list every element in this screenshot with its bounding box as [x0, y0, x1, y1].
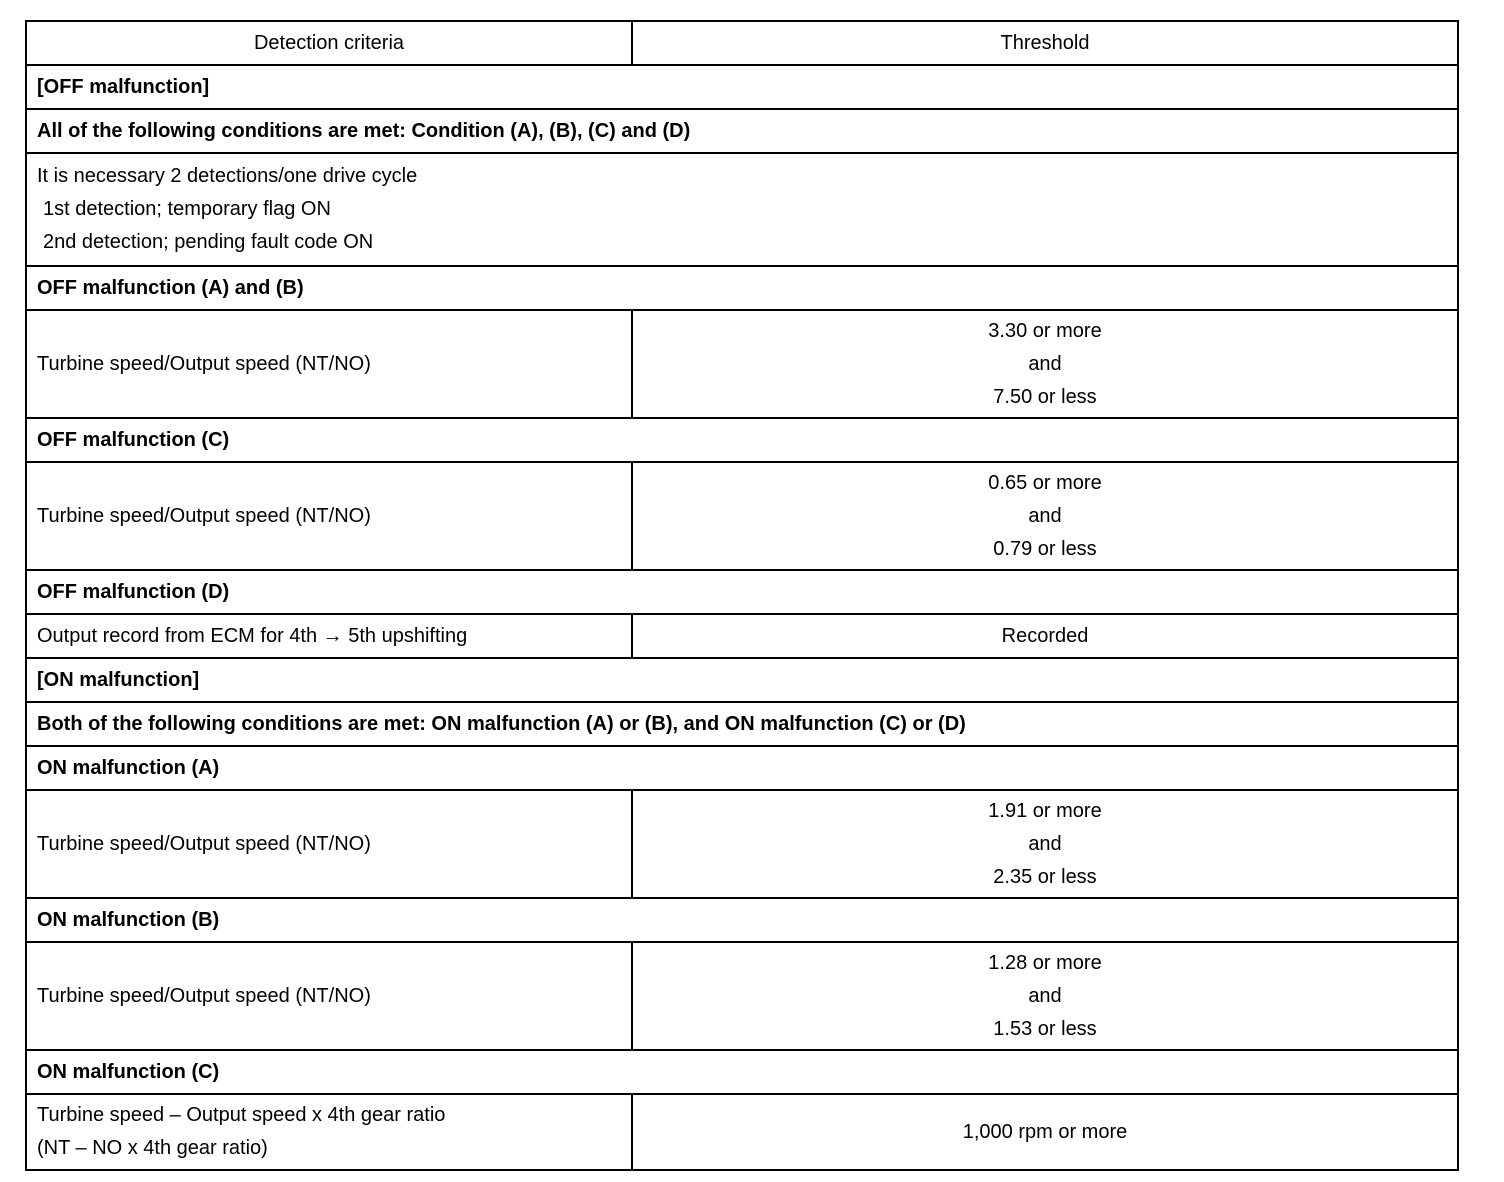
detection-criteria-table	[25, 20, 1459, 1171]
table-row	[26, 746, 1458, 790]
criteria-line: (NT – NO x 4th gear ratio)	[37, 1137, 268, 1159]
subsection-title: ON malfunction (C)	[26, 1050, 1458, 1094]
table-row	[26, 658, 1458, 702]
threshold-cell	[632, 462, 1458, 570]
threshold-line: and	[1028, 504, 1062, 527]
threshold-line: 1.53 or less	[993, 1017, 1097, 1040]
detection-note	[26, 153, 1458, 266]
criteria-cell: Output record from ECM for 4th → 5th upshifting	[26, 614, 632, 658]
threshold-cell	[632, 310, 1458, 418]
table-row	[26, 702, 1458, 746]
condition-summary-on: Both of the following conditions are met: ON malfunction (A) or (B), and ON malfunction (C) or (D)	[26, 702, 1458, 746]
subsection-title: ON malfunction (B)	[26, 898, 1458, 942]
threshold-cell: Recorded	[632, 614, 1458, 658]
subsection-title: OFF malfunction (A) and (B)	[26, 266, 1458, 310]
table-row	[26, 570, 1458, 614]
threshold-line: 2.35 or less	[993, 865, 1097, 888]
condition-summary-off: All of the following conditions are met: Condition (A), (B), (C) and (D)	[26, 109, 1458, 153]
threshold-cell	[632, 942, 1458, 1050]
criteria-cell: Turbine speed/Output speed (NT/NO)	[26, 462, 632, 570]
table-row	[26, 614, 1458, 658]
section-title-off: [OFF malfunction]	[26, 65, 1458, 109]
criteria-cell: Turbine speed/Output speed (NT/NO)	[26, 790, 632, 898]
note-line: 1st detection; temporary flag ON	[43, 198, 331, 220]
note-line: 2nd detection; pending fault code ON	[43, 231, 374, 253]
threshold-line: 1.91 or more	[988, 799, 1102, 822]
threshold-line: 0.65 or more	[988, 471, 1102, 494]
threshold-line: and	[1028, 984, 1062, 1007]
table-row	[26, 65, 1458, 109]
threshold-line: 1.28 or more	[988, 951, 1102, 974]
table-row	[26, 109, 1458, 153]
table-row	[26, 942, 1458, 1050]
subsection-title: OFF malfunction (C)	[26, 418, 1458, 462]
criteria-cell: Turbine speed/Output speed (NT/NO)	[26, 310, 632, 418]
subsection-title: OFF malfunction (D)	[26, 570, 1458, 614]
threshold-line: and	[1028, 832, 1062, 855]
criteria-line: Turbine speed – Output speed x 4th gear ratio	[37, 1104, 446, 1126]
criteria-cell	[26, 1094, 632, 1170]
table-row	[26, 1094, 1458, 1170]
criteria-cell: Turbine speed/Output speed (NT/NO)	[26, 942, 632, 1050]
threshold-line: 7.50 or less	[993, 385, 1097, 408]
threshold-line: and	[1028, 352, 1062, 375]
table-row	[26, 266, 1458, 310]
table-row	[26, 153, 1458, 266]
threshold-cell	[632, 790, 1458, 898]
threshold-line: 3.30 or more	[988, 319, 1102, 342]
header-detection-criteria: Detection criteria	[26, 21, 632, 65]
threshold-cell: 1,000 rpm or more	[632, 1094, 1458, 1170]
table-row	[26, 462, 1458, 570]
threshold-line: 0.79 or less	[993, 537, 1097, 560]
note-line: It is necessary 2 detections/one drive cycle	[37, 165, 418, 187]
section-title-on: [ON malfunction]	[26, 658, 1458, 702]
subsection-title: ON malfunction (A)	[26, 746, 1458, 790]
table-row	[26, 790, 1458, 898]
table-row	[26, 310, 1458, 418]
table-row	[26, 1050, 1458, 1094]
table-row	[26, 418, 1458, 462]
table-row	[26, 898, 1458, 942]
header-threshold: Threshold	[632, 21, 1458, 65]
table-header-row	[26, 21, 1458, 65]
